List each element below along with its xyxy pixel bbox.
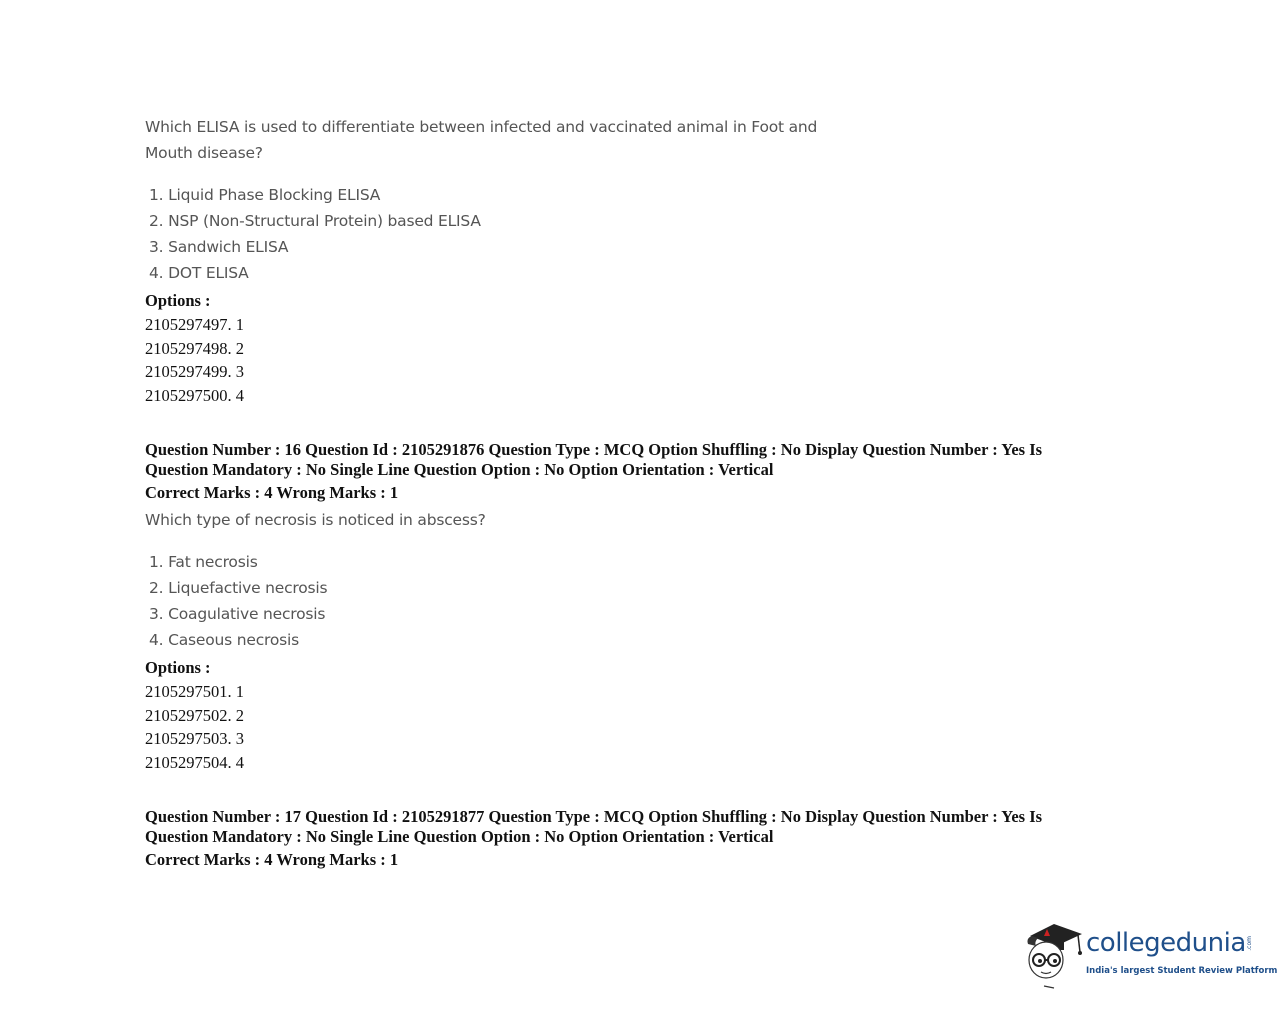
q15-option-3: 2105297499. 3: [145, 362, 244, 381]
q17-meta-line1: Question Number : 17 Question Id : 2105291877 Question Type : MCQ Option Shuffling : No Display Question Number : Yes Is: [145, 807, 1043, 826]
q15-choice-2: 2. NSP (Non-Structural Protein) based ELISA: [149, 212, 481, 230]
q15-choice-1: 1. Liquid Phase Blocking ELISA: [149, 186, 381, 204]
q15-question-line1: Which ELISA is used to differentiate between infected and vaccinated animal in Foot and: [145, 118, 818, 136]
q16-meta-line1: Question Number : 16 Question Id : 2105291876 Question Type : MCQ Option Shuffling : No Display Question Number : Yes Is: [145, 440, 1043, 459]
q15-option-4: 2105297500. 4: [145, 386, 244, 405]
q15-choice-4: 4. DOT ELISA: [149, 264, 249, 282]
logo-com: .com: [1246, 936, 1253, 951]
logo-wordmark: collegedunia: [1086, 928, 1246, 958]
q16-choice-4: 4. Caseous necrosis: [149, 631, 300, 649]
q15-choice-3: 3. Sandwich ELISA: [149, 238, 289, 256]
q16-question: Which type of necrosis is noticed in abscess?: [145, 511, 486, 529]
q16-options-label: Options :: [145, 658, 211, 677]
collegedunia-logo[interactable]: [1024, 916, 1278, 992]
mascot-icon: [1024, 916, 1086, 990]
q16-option-4: 2105297504. 4: [145, 753, 244, 772]
q16-meta-line2: Question Mandatory : No Single Line Question Option : No Option Orientation : Vertical: [145, 460, 774, 479]
q15-options-label: Options :: [145, 291, 211, 310]
q16-choice-3: 3. Coagulative necrosis: [149, 605, 326, 623]
q16-option-1: 2105297501. 1: [145, 682, 244, 701]
q17-meta-line2: Question Mandatory : No Single Line Question Option : No Option Orientation : Vertical: [145, 827, 774, 846]
q16-marks: Correct Marks : 4 Wrong Marks : 1: [145, 483, 399, 502]
q16-option-2: 2105297502. 2: [145, 706, 244, 725]
q15-question-line2: Mouth disease?: [145, 144, 263, 162]
logo-tagline: India's largest Student Review Platform: [1086, 966, 1278, 976]
q15-option-2: 2105297498. 2: [145, 339, 244, 358]
q16-choice-1: 1. Fat necrosis: [149, 553, 258, 571]
q17-marks: Correct Marks : 4 Wrong Marks : 1: [145, 850, 399, 869]
q15-option-1: 2105297497. 1: [145, 315, 244, 334]
q16-choice-2: 2. Liquefactive necrosis: [149, 579, 328, 597]
q16-option-3: 2105297503. 3: [145, 729, 244, 748]
